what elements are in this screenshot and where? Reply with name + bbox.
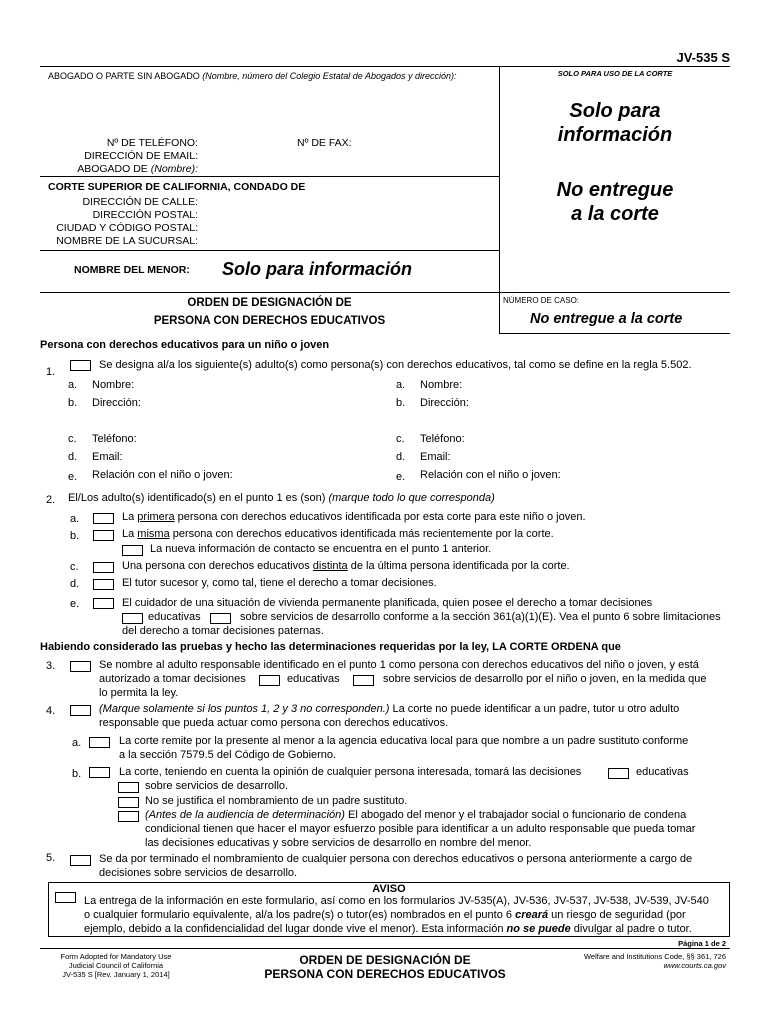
item3-desarrollo-checkbox[interactable] bbox=[353, 675, 374, 686]
item3-line2a: autorizado a tomar decisiones bbox=[99, 673, 246, 685]
item4b-line5: condicional tienen que hacer el mayor esfuerzo posible para identificar a un adulto responsable que pueda tomar bbox=[145, 823, 696, 835]
notice-title: AVISO bbox=[372, 883, 406, 895]
item2d-letter: d. bbox=[70, 578, 80, 590]
form-title-line1: ORDEN DE DESIGNACIÓN DE bbox=[187, 297, 352, 309]
item1-right-c-letter: c. bbox=[396, 433, 405, 445]
item2d-checkbox[interactable] bbox=[93, 579, 114, 590]
item5-number: 5. bbox=[46, 852, 56, 864]
item1-left-relation-label[interactable]: Relación con el niño o joven: bbox=[92, 469, 233, 481]
notice-line3: ejemplo, debido a la confidencialidad del lugar donde vive el menor). Esta información no se puede divulgar al padre o tutor. bbox=[84, 923, 692, 935]
item3-number: 3. bbox=[46, 660, 56, 672]
page-number: Página 1 de 2 bbox=[678, 939, 726, 948]
item4b-line6: las decisiones educativas y sobre servicios de desarrollo en nombre del menor. bbox=[145, 837, 532, 849]
item1-left-a-letter: a. bbox=[68, 379, 78, 391]
item1-left-b-letter: b. bbox=[68, 397, 78, 409]
notice-checkbox[interactable] bbox=[55, 892, 76, 903]
item2e-educativas-checkbox[interactable] bbox=[122, 613, 143, 624]
case-number-value: No entregue a la corte bbox=[530, 311, 683, 327]
item1-left-phone-label[interactable]: Teléfono: bbox=[92, 433, 137, 445]
item3-educativas-checkbox[interactable] bbox=[259, 675, 280, 686]
item4a-checkbox[interactable] bbox=[89, 737, 110, 748]
item4a-letter: a. bbox=[72, 737, 82, 749]
item2b-sub-text: La nueva información de contacto se encuentra en el punto 1 anterior. bbox=[150, 543, 492, 555]
item2e-letter: e. bbox=[70, 598, 80, 610]
item4a-line2: a la sección 7579.5 del Código de Gobierno. bbox=[119, 749, 337, 761]
item2e-checkbox[interactable] bbox=[93, 598, 114, 609]
phone-label: Nº DE TELÉFONO: bbox=[106, 137, 198, 149]
item2a-text: La primera persona con derechos educativos identificada por esta corte para este niño o joven. bbox=[122, 511, 586, 523]
minor-name-label: NOMBRE DEL MENOR: bbox=[74, 264, 190, 276]
stamp-informacion: información bbox=[557, 124, 673, 146]
city-zip-label: CIUDAD Y CÓDIGO POSTAL: bbox=[56, 222, 198, 234]
item5-line1: Se da por terminado el nombramiento de cualquier persona con derechos educativos o persona anteriormente a cargo de bbox=[99, 853, 693, 865]
item2c-letter: c. bbox=[70, 561, 79, 573]
item2-intro: El/Los adulto(s) identificado(s) en el punto 1 es (son) (marque todo lo que corresponda) bbox=[68, 492, 495, 504]
attorney-for-label: ABOGADO DE (Nombre): bbox=[77, 163, 198, 175]
item4b-educativas-checkbox[interactable] bbox=[608, 768, 629, 779]
item1-left-c-letter: c. bbox=[68, 433, 77, 445]
item1-number: 1. bbox=[46, 366, 56, 378]
item1-right-email-label[interactable]: Email: bbox=[420, 451, 451, 463]
street-label: DIRECCIÓN DE CALLE: bbox=[82, 196, 198, 208]
case-number-label: NÚMERO DE CASO: bbox=[503, 296, 580, 305]
item4b-esfuerzo-checkbox[interactable] bbox=[118, 811, 139, 822]
item4b-checkbox[interactable] bbox=[89, 767, 110, 778]
item3-line2c: sobre servicios de desarrollo por el niño o joven, en la medida que bbox=[383, 673, 707, 685]
item1-left-address-label[interactable]: Dirección: bbox=[92, 397, 141, 409]
section-heading: Persona con derechos educativos para un niño o joven bbox=[40, 339, 330, 351]
email-label: DIRECCIÓN DE EMAIL: bbox=[84, 150, 198, 162]
item4-line2: responsable que pueda actuar como persona con derechos educativos. bbox=[99, 717, 449, 729]
item4b-educativas-label: educativas bbox=[636, 766, 689, 778]
item1-left-email-label[interactable]: Email: bbox=[92, 451, 123, 463]
item3-educativas-label: educativas bbox=[287, 673, 340, 685]
item4-number: 4. bbox=[46, 705, 56, 717]
fax-label: Nº DE FAX: bbox=[297, 137, 352, 149]
court-use-label: SOLO PARA USO DE LA CORTE bbox=[557, 69, 673, 78]
item1-right-name-label[interactable]: Nombre: bbox=[420, 379, 463, 391]
item1-right-b-letter: b. bbox=[396, 397, 406, 409]
minor-name-value: Solo para información bbox=[222, 259, 413, 279]
item4b-no-sustituto-checkbox[interactable] bbox=[118, 797, 139, 808]
stamp-no-entregue: No entregue bbox=[556, 179, 674, 201]
item2c-checkbox[interactable] bbox=[93, 562, 114, 573]
item2b-checkbox[interactable] bbox=[93, 530, 114, 541]
item4b-line3: No se justifica el nombramiento de un padre sustituto. bbox=[145, 795, 408, 807]
item2e-educativas-label: educativas bbox=[148, 611, 201, 623]
item5-line2: decisiones sobre servicios de desarrollo. bbox=[99, 867, 298, 879]
item1-left-name-label[interactable]: Nombre: bbox=[92, 379, 135, 391]
branch-label: NOMBRE DE LA SUCURSAL: bbox=[56, 235, 198, 247]
item2e-text-line3: del derecho a tomar decisiones paternas. bbox=[122, 625, 324, 637]
item4-line1: (Marque solamente si los puntos 1, 2 y 3 no corresponden.) La corte no puede identificar a un padre, tutor u otro adulto bbox=[99, 703, 680, 715]
item2c-text: Una persona con derechos educativos distinta de la última persona identificada por la corte. bbox=[122, 560, 570, 572]
item1-right-address-label[interactable]: Dirección: bbox=[420, 397, 469, 409]
item2e-desarrollo-checkbox[interactable] bbox=[210, 613, 231, 624]
item3-checkbox[interactable] bbox=[70, 661, 91, 672]
item2a-letter: a. bbox=[70, 513, 80, 525]
item4a-line1: La corte remite por la presente al menor a la agencia educativa local para que nombre a un padre sustituto conforme bbox=[119, 735, 689, 747]
item4b-desarrollo-checkbox[interactable] bbox=[118, 782, 139, 793]
stamp-solo-para: Solo para bbox=[569, 100, 661, 122]
stamp-a-la-corte: a la corte bbox=[571, 203, 659, 225]
item4-checkbox[interactable] bbox=[70, 705, 91, 716]
item1-right-d-letter: d. bbox=[396, 451, 406, 463]
item2b-text: La misma persona con derechos educativos identificada más recientemente por la corte. bbox=[122, 528, 554, 540]
item2-number: 2. bbox=[46, 494, 56, 506]
notice-line2: o cualquier formulario equivalente, al/a los padre(s) o tutor(es) nombrados en el punto 6 creará un riesgo de seguridad (por bbox=[84, 909, 686, 921]
item3-line1: Se nombre al adulto responsable identificado en el punto 1 como persona con derechos educativos del niño o joven, y está bbox=[99, 659, 699, 671]
item4b-letter: b. bbox=[72, 768, 82, 780]
item2d-text: El tutor sucesor y, como tal, tiene el derecho a tomar decisiones. bbox=[122, 577, 437, 589]
item2b-sub-checkbox[interactable] bbox=[122, 545, 143, 556]
item2e-text-line1: El cuidador de una situación de vivienda permanente planificada, quien posee el derecho a tomar decisiones bbox=[122, 597, 653, 609]
item4b-line2: sobre servicios de desarrollo. bbox=[145, 780, 289, 792]
item2a-checkbox[interactable] bbox=[93, 513, 114, 524]
item1-right-relation-label[interactable]: Relación con el niño o joven: bbox=[420, 469, 561, 481]
item1-left-e-letter: e. bbox=[68, 471, 78, 483]
footer-right: Welfare and Institutions Code, §§ 361, 726 www.courts.ca.gov bbox=[583, 952, 726, 970]
item1-checkbox[interactable] bbox=[70, 360, 91, 371]
item2e-text-line2: sobre servicios de desarrollo conforme a la sección 361(a)(1)(E). Vea el punto 6 sobre limitaciones bbox=[240, 611, 721, 623]
footer-title: ORDEN DE DESIGNACIÓN DE PERSONA CON DERECHOS EDUCATIVOS bbox=[264, 953, 506, 981]
mailing-label: DIRECCIÓN POSTAL: bbox=[92, 209, 198, 221]
item1-text: Se designa al/a los siguiente(s) adulto(s) como persona(s) con derechos educativos, tal como se define en la regla 5.502. bbox=[99, 359, 692, 371]
court-title: CORTE SUPERIOR DE CALIFORNIA, CONDADO DE bbox=[48, 181, 306, 193]
item1-right-phone-label[interactable]: Teléfono: bbox=[420, 433, 465, 445]
item3-line3: lo permita la ley. bbox=[99, 687, 179, 699]
form-number: JV-535 S bbox=[676, 50, 730, 65]
item4b-line4: (Antes de la audiencia de determinación) El abogado del menor y el trabajador social o funcionario de condena bbox=[145, 809, 687, 821]
orders-heading: Habiendo considerado las pruebas y hecho las determinaciones requeridas por la ley, LA CORTE ORDENA que bbox=[40, 641, 621, 653]
form-title-line2: PERSONA CON DERECHOS EDUCATIVOS bbox=[153, 315, 386, 327]
item2b-letter: b. bbox=[70, 530, 80, 542]
item4b-line1: La corte, teniendo en cuenta la opinión de cualquier persona interesada, tomará las decisiones bbox=[119, 766, 582, 778]
item1-right-a-letter: a. bbox=[396, 379, 406, 391]
item5-checkbox[interactable] bbox=[70, 855, 91, 866]
item1-left-d-letter: d. bbox=[68, 451, 78, 463]
notice-line1: La entrega de la información en este formulario, así como en los formularios JV-535(A), JV-536, JV-537, JV-538, JV-539, JV-540 bbox=[84, 895, 709, 907]
item1-right-e-letter: e. bbox=[396, 471, 406, 483]
attorney-label: ABOGADO O PARTE SIN ABOGADO (Nombre, número del Colegio Estatal de Abogados y dirección): bbox=[48, 71, 457, 81]
footer-left: Form Adopted for Mandatory Use Judicial Council of California JV-535 S [Rev. January 1, 2014] bbox=[60, 952, 172, 979]
